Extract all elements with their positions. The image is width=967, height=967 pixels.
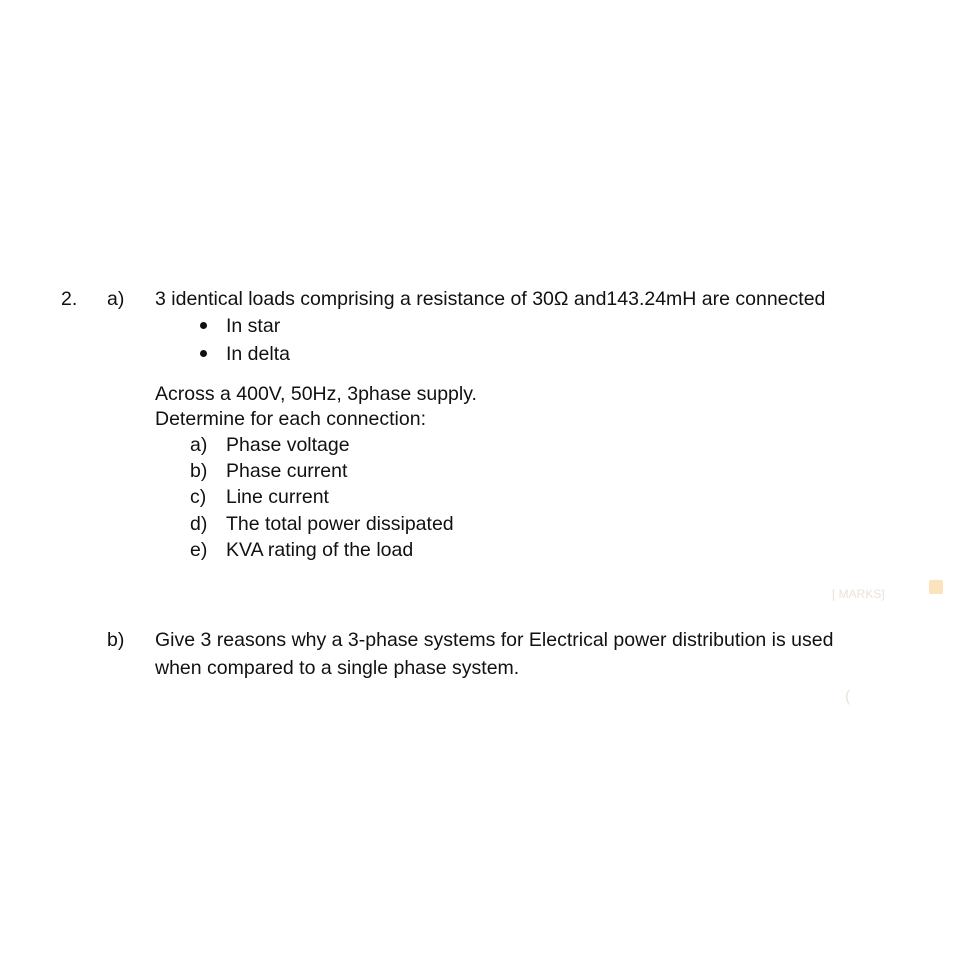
faint-highlight-mark: [929, 580, 943, 594]
supply-text: Across a 400V, 50Hz, 3phase supply.: [155, 383, 477, 405]
item-label: a): [190, 434, 208, 456]
part-a-statement: 3 identical loads comprising a resistance of 30Ω and143.24mH are connected: [155, 288, 826, 310]
bullet-delta: In delta: [226, 343, 290, 365]
part-a-label: a): [107, 288, 125, 310]
part-b-line1: Give 3 reasons why a 3-phase systems for Electrical power distribution is used: [155, 629, 834, 651]
question-number: 2.: [61, 288, 78, 310]
item-label: b): [190, 460, 208, 482]
item-text: Phase current: [226, 460, 348, 482]
item-text: Phase voltage: [226, 434, 350, 456]
part-b-label: b): [107, 629, 125, 651]
item-text: KVA rating of the load: [226, 539, 414, 561]
part-b-line2: when compared to a single phase system.: [155, 657, 520, 679]
faint-marks-b: (: [845, 688, 851, 705]
item-text: Line current: [226, 486, 329, 508]
item-label: d): [190, 513, 208, 535]
instruction-text: Determine for each connection:: [155, 408, 426, 430]
faint-marks-a: [ MARKS]: [832, 587, 885, 601]
item-label: e): [190, 539, 208, 561]
bullet-star: In star: [226, 315, 281, 337]
item-text: The total power dissipated: [226, 513, 454, 535]
item-label: c): [190, 486, 207, 508]
bullet-icon: [200, 350, 207, 357]
bullet-icon: [200, 322, 207, 329]
